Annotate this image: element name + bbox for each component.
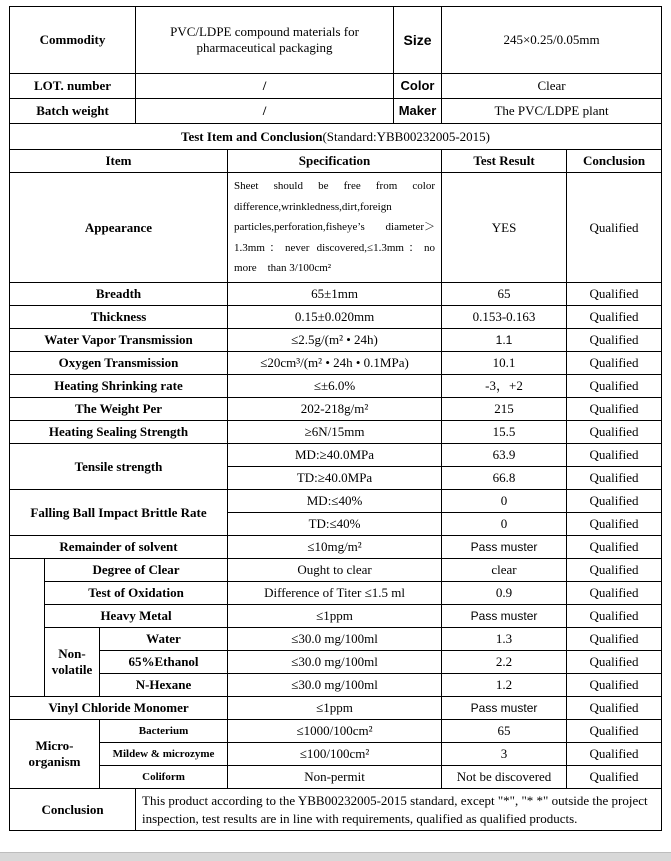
- table-row: [10, 697, 662, 720]
- coliform-item: Coliform: [100, 766, 228, 789]
- size-label: Size: [394, 7, 442, 74]
- tensile-td-result: 66.8: [442, 467, 567, 490]
- coliform-spec: Non-permit: [228, 766, 442, 789]
- row-spec: 202-218g/m²: [228, 398, 442, 421]
- row-result: 215: [442, 398, 567, 421]
- section-title-standard: (Standard:YBB00232005-2015): [322, 128, 491, 144]
- maker-label: Maker: [394, 99, 442, 124]
- bacterium-item: Bacterium: [100, 720, 228, 743]
- vinyl-result: Pass muster: [442, 697, 567, 720]
- vinyl-spec: ≤1ppm: [228, 697, 442, 720]
- section-title: [10, 124, 662, 150]
- degree-spec: Ought to clear: [228, 559, 442, 582]
- row-item: Appearance: [10, 173, 228, 283]
- row-item: Thickness: [10, 306, 228, 329]
- row-item: The Weight Per: [10, 398, 228, 421]
- tensile-item: Tensile strength: [10, 444, 228, 490]
- report-table: [9, 6, 662, 831]
- lot-label: LOT. number: [10, 74, 136, 99]
- hexane-result: 1.2: [442, 674, 567, 697]
- degree-item: Degree of Clear: [45, 559, 228, 582]
- size-value: 245×0.25/0.05mm: [442, 7, 662, 74]
- table-row: [10, 329, 662, 352]
- final-conclusion-text: This product according to the YBB00232005-2015 standard, except "*", "* *" outside the project inspection, test results are in line with requirements, qualified as qualified products.: [136, 789, 662, 831]
- micro-group-label: Micro-organism: [10, 720, 100, 789]
- falling-ball-td-spec: TD:≤40%: [228, 513, 442, 536]
- batch-value: /: [136, 99, 394, 124]
- vinyl-conclusion: Qualified: [567, 697, 662, 720]
- solvent-item: Remainder of solvent: [10, 536, 228, 559]
- table-row: [10, 582, 662, 605]
- final-conclusion-label: Conclusion: [10, 789, 136, 831]
- tensile-md-result: 63.9: [442, 444, 567, 467]
- row-conclusion: Qualified: [567, 375, 662, 398]
- row-item: Oxygen Transmission: [10, 352, 228, 375]
- oxidation-item: Test of Oxidation: [45, 582, 228, 605]
- table-row: [10, 743, 662, 766]
- row-spec: Sheet should be free from color difference,wrinkledness,dirt,foreign particles,perforation,fisheye’s diameter＞1.3mm：never discovered,≤1.3mm：no more than 3/100cm²: [228, 173, 442, 283]
- coliform-conclusion: Qualified: [567, 766, 662, 789]
- hexane-conclusion: Qualified: [567, 674, 662, 697]
- row-conclusion: Qualified: [567, 173, 662, 283]
- degree-conclusion: Qualified: [567, 559, 662, 582]
- row-result: 1.1: [442, 329, 567, 352]
- table-row: [10, 720, 662, 743]
- table-row: [10, 421, 662, 444]
- table-row: [10, 628, 662, 651]
- falling-ball-md-spec: MD:≤40%: [228, 490, 442, 513]
- water-result: 1.3: [442, 628, 567, 651]
- tensile-td-conclusion: Qualified: [567, 467, 662, 490]
- row-item: Heating Sealing Strength: [10, 421, 228, 444]
- oxidation-result: 0.9: [442, 582, 567, 605]
- row-conclusion: Qualified: [567, 421, 662, 444]
- color-label: Color: [394, 74, 442, 99]
- table-row: [10, 283, 662, 306]
- row-conclusion: Qualified: [567, 329, 662, 352]
- test-report: [9, 6, 661, 831]
- hexane-item: N-Hexane: [100, 674, 228, 697]
- ethanol-item: 65%Ethanol: [100, 651, 228, 674]
- ethanol-result: 2.2: [442, 651, 567, 674]
- water-item: Water: [100, 628, 228, 651]
- ethanol-conclusion: Qualified: [567, 651, 662, 674]
- row-result: 10.1: [442, 352, 567, 375]
- maker-value: The PVC/LDPE plant: [442, 99, 662, 124]
- col-header-specification: Specification: [228, 150, 442, 173]
- row-result: 0.153-0.163: [442, 306, 567, 329]
- table-row: [10, 352, 662, 375]
- mildew-item: Mildew & microzyme: [100, 743, 228, 766]
- table-row: [10, 559, 662, 582]
- row-result: 15.5: [442, 421, 567, 444]
- row-spec: ≤2.5g/(m² • 24h): [228, 329, 442, 352]
- mildew-conclusion: Qualified: [567, 743, 662, 766]
- table-row: [10, 674, 662, 697]
- row-result: YES: [442, 173, 567, 283]
- col-header-item: Item: [10, 150, 228, 173]
- water-conclusion: Qualified: [567, 628, 662, 651]
- solvent-result: Pass muster: [442, 536, 567, 559]
- hexane-spec: ≤30.0 mg/100ml: [228, 674, 442, 697]
- row-conclusion: Qualified: [567, 306, 662, 329]
- solvent-conclusion: Qualified: [567, 536, 662, 559]
- tensile-md-conclusion: Qualified: [567, 444, 662, 467]
- table-row: [10, 375, 662, 398]
- solvent-spec: ≤10mg/m²: [228, 536, 442, 559]
- row-spec: ≤±6.0%: [228, 375, 442, 398]
- tensile-md-spec: MD:≥40.0MPa: [228, 444, 442, 467]
- tensile-td-spec: TD:≥40.0MPa: [228, 467, 442, 490]
- oxidation-spec: Difference of Titer ≤1.5 ml: [228, 582, 442, 605]
- row-result: -3，+2: [442, 375, 567, 398]
- heavy-metal-item: Heavy Metal: [45, 605, 228, 628]
- falling-ball-item: Falling Ball Impact Brittle Rate: [10, 490, 228, 536]
- oxidation-conclusion: Qualified: [567, 582, 662, 605]
- vinyl-item: Vinyl Chloride Monomer: [10, 697, 228, 720]
- table-row: [10, 766, 662, 789]
- row-spec: ≤20cm³/(m² • 24h • 0.1MPa): [228, 352, 442, 375]
- row-item: Breadth: [10, 283, 228, 306]
- table-row: [10, 306, 662, 329]
- row-item: Water Vapor Transmission: [10, 329, 228, 352]
- heavy-metal-conclusion: Qualified: [567, 605, 662, 628]
- bacterium-result: 65: [442, 720, 567, 743]
- heavy-metal-result: Pass muster: [442, 605, 567, 628]
- water-spec: ≤30.0 mg/100ml: [228, 628, 442, 651]
- falling-ball-md-result: 0: [442, 490, 567, 513]
- col-header-conclusion: Conclusion: [567, 150, 662, 173]
- row-conclusion: Qualified: [567, 398, 662, 421]
- bacterium-spec: ≤1000/100cm²: [228, 720, 442, 743]
- table-row: [10, 173, 662, 283]
- bacterium-conclusion: Qualified: [567, 720, 662, 743]
- table-row: [10, 651, 662, 674]
- mildew-spec: ≤100/100cm²: [228, 743, 442, 766]
- row-spec: 65±1mm: [228, 283, 442, 306]
- row-item: Heating Shrinking rate: [10, 375, 228, 398]
- ethanol-spec: ≤30.0 mg/100ml: [228, 651, 442, 674]
- mildew-result: 3: [442, 743, 567, 766]
- falling-ball-td-conclusion: Qualified: [567, 513, 662, 536]
- row-spec: ≥6N/15mm: [228, 421, 442, 444]
- extraction-group-label: [10, 559, 45, 697]
- row-spec: 0.15±0.020mm: [228, 306, 442, 329]
- color-value: Clear: [442, 74, 662, 99]
- lot-value: /: [136, 74, 394, 99]
- table-row: [10, 398, 662, 421]
- degree-result: clear: [442, 559, 567, 582]
- table-row: [10, 444, 662, 467]
- commodity-value: PVC/LDPE compound materials for pharmaceutical packaging: [136, 7, 394, 74]
- falling-ball-td-result: 0: [442, 513, 567, 536]
- table-row: [10, 490, 662, 513]
- row-conclusion: Qualified: [567, 352, 662, 375]
- table-row: [10, 605, 662, 628]
- table-row: [10, 536, 662, 559]
- nonvolatile-label: Non-volatile: [45, 628, 100, 697]
- falling-ball-md-conclusion: Qualified: [567, 490, 662, 513]
- col-header-test-result: Test Result: [442, 150, 567, 173]
- heavy-metal-spec: ≤1ppm: [228, 605, 442, 628]
- table-row: [10, 789, 662, 831]
- commodity-label: Commodity: [10, 7, 136, 74]
- row-result: 65: [442, 283, 567, 306]
- row-conclusion: Qualified: [567, 283, 662, 306]
- coliform-result: Not be discovered: [442, 766, 567, 789]
- batch-label: Batch weight: [10, 99, 136, 124]
- section-title-main: Test Item and Conclusion: [181, 128, 323, 144]
